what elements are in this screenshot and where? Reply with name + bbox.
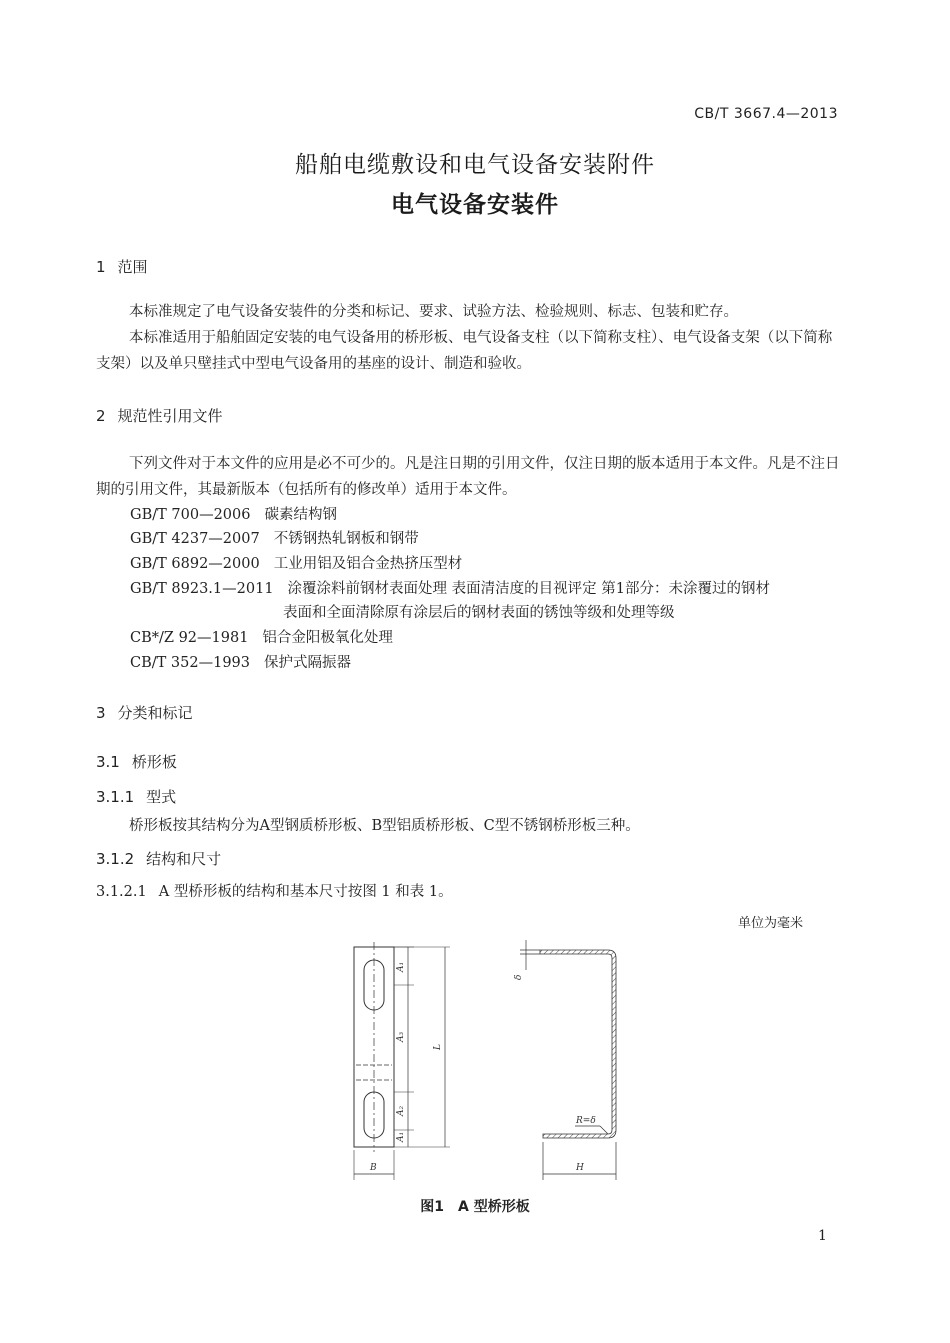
section-1-paragraph-1: 本标准规定了电气设备安装件的分类和标记、要求、试验方法、检验规则、标志、包装和贮存。: [129, 304, 738, 320]
document-title: 船舶电缆敷设和电气设备安装附件: [295, 152, 655, 178]
dim-label-a3: A₃: [396, 1031, 406, 1042]
reference-title: 铝合金阳极氧化处理: [262, 630, 393, 646]
dim-label-l: L: [433, 1044, 443, 1050]
dim-label-h: H: [576, 1163, 584, 1173]
plate-side-view: [540, 950, 616, 1138]
figure-1-drawing: [330, 930, 650, 1190]
section-3-1-2-heading: [96, 848, 221, 869]
section-3-1-heading: [96, 751, 177, 772]
dim-label-delta: δ: [514, 974, 524, 980]
page-number: 1: [818, 1228, 827, 1244]
reference-title: 工业用铝及铝合金热挤压型材: [273, 556, 463, 572]
section-1-paragraph-2: 本标准适用于船舶固定安装的电气设备用的桥形板、电气设备支柱（以下简称支柱）、电气设备支架（以下简称支架）以及单只壁挂式中型电气设备用的基座的设计、制造和验收。: [96, 330, 833, 372]
section-number: 3.1.2.1: [96, 884, 147, 900]
unit-note: 单位为毫米: [738, 916, 804, 931]
section-number: 3: [96, 704, 106, 722]
reference-item: [130, 552, 462, 573]
reference-item: [130, 651, 351, 672]
reference-title: 不锈钢热轧钢板和钢带: [273, 531, 419, 547]
dim-label-b: B: [370, 1163, 377, 1173]
section-number: 3.1.1: [96, 788, 135, 806]
standard-code: CB/T 3667.4—2013: [694, 106, 838, 122]
section-2-paragraph: 下列文件对于本文件的应用是必不可少的。凡是注日期的引用文件，仅注日期的版本适用于本文件。凡是不注日期的引用文件，其最新版本（包括所有的修改单）适用于本文件。: [96, 456, 840, 498]
reference-title: 保护式隔振器: [264, 655, 351, 671]
section-title: 型式: [146, 788, 177, 806]
dim-label-a2: A₂: [396, 1105, 406, 1116]
section-1-heading: [96, 256, 148, 277]
section-number: 1: [96, 258, 106, 276]
reference-item: [130, 577, 842, 598]
reference-item: [130, 527, 419, 548]
section-3-1-1-text: 桥形板按其结构分为A型钢质桥形板、B型铝质桥形板、C型不锈钢桥形板三种。: [129, 818, 640, 834]
section-3-heading: [96, 702, 193, 723]
section-title: 桥形板: [131, 753, 177, 771]
dim-label-a1-top: A₁: [396, 961, 406, 972]
document-subtitle: 电气设备安装件: [391, 192, 559, 218]
section-3-1-1-heading: [96, 786, 176, 807]
section-text: A 型桥形板的结构和基本尺寸按图 1 和表 1。: [158, 884, 453, 900]
reference-item: [130, 626, 393, 647]
reference-code: GB/T 8923.1—2011: [130, 581, 274, 597]
reference-code: GB/T 6892—2000: [130, 556, 260, 572]
reference-title: 碳素结构钢: [264, 507, 337, 523]
reference-code: CB/T 352—1993: [130, 655, 250, 671]
dim-label-r: R=δ: [576, 1116, 596, 1126]
reference-code: CB*/Z 92—1981: [130, 630, 249, 646]
reference-code: GB/T 4237—2007: [130, 531, 260, 547]
section-number: 3.1: [96, 753, 120, 771]
dim-label-a1-bottom: A₁: [396, 1131, 406, 1142]
section-title: 范围: [117, 258, 148, 276]
figure-title: A 型桥形板: [458, 1199, 530, 1215]
section-title: 规范性引用文件: [117, 407, 223, 425]
section-number: 3.1.2: [96, 850, 135, 868]
section-title: 结构和尺寸: [146, 850, 222, 868]
reference-item: [130, 503, 337, 524]
section-title: 分类和标记: [117, 704, 193, 722]
reference-title: 涂覆涂料前钢材表面处理 表面清洁度的目视评定 第1部分：未涂覆过的钢材: [287, 581, 770, 597]
figure-caption: [0, 1196, 950, 1216]
reference-title-continued: 表面和全面清除原有涂层后的钢材表面的锈蚀等级和处理等级: [283, 605, 675, 621]
section-3-1-2-1-text: [96, 880, 453, 901]
section-2-heading: [96, 405, 223, 426]
section-number: 2: [96, 407, 106, 425]
figure-number: 图1: [420, 1199, 445, 1215]
reference-code: GB/T 700—2006: [130, 507, 251, 523]
